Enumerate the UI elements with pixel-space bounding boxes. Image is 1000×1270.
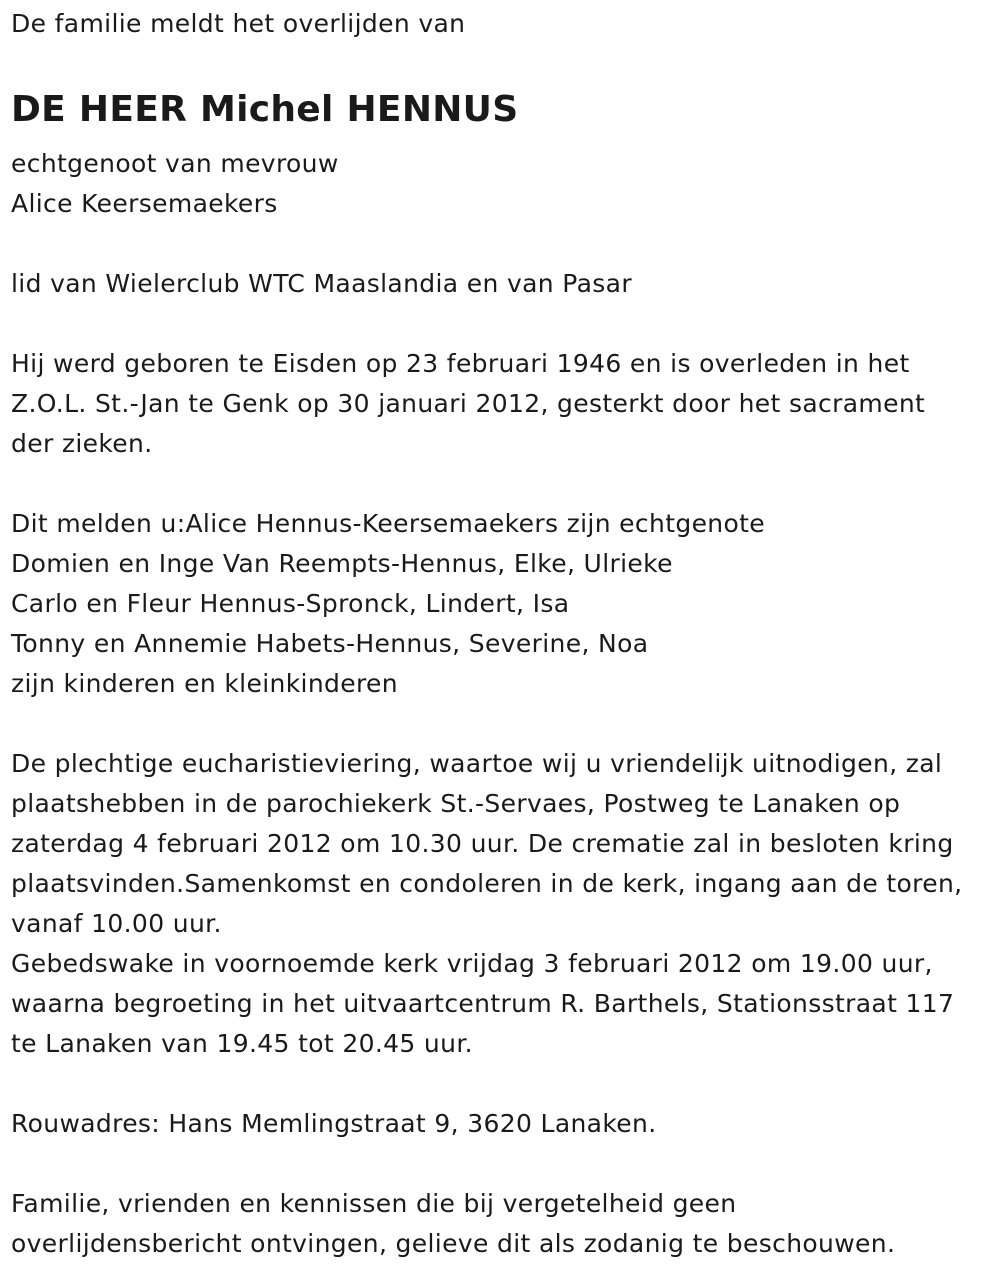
announcer-line-1: Dit melden u:Alice Hennus-Keersemaekers zijn echtgenote [11, 509, 766, 538]
closing-line-1: Familie, vrienden en kennissen die bij vergetelheid geen [11, 1189, 737, 1218]
spouse-line-1: echtgenoot van mevrouw [11, 149, 339, 178]
ceremony-line-6: Gebedswake in voornoemde kerk vrijdag 3 februari 2012 om 19.00 uur, [11, 949, 933, 978]
obituary-notice [11, 0, 996, 1264]
ceremony-line-3: zaterdag 4 februari 2012 om 10.30 uur. De crematie zal in besloten kring [11, 829, 954, 858]
ceremony-line-2: plaatshebben in de parochiekerk St.-Servaes, Postweg te Lanaken op [11, 789, 901, 818]
announcer-line-5: zijn kinderen en kleinkinderen [11, 669, 398, 698]
deceased-name: DE HEER Michel HENNUS [11, 89, 519, 130]
ceremony-line-8: te Lanaken van 19.45 tot 20.45 uur. [11, 1029, 473, 1058]
birth-death-line-1: Hij werd geboren te Eisden op 23 februari 1946 en is overleden in het [11, 349, 910, 378]
ceremony-line-7: waarna begroeting in het uitvaartcentrum R. Barthels, Stationsstraat 117 [11, 989, 955, 1018]
intro-text: De familie meldt het overlijden van [11, 9, 466, 38]
spacer [11, 704, 996, 744]
spouse-line-2: Alice Keersemaekers [11, 189, 278, 218]
ceremony-line-4: plaatsvinden.Samenkomst en condoleren in de kerk, ingang aan de toren, [11, 869, 963, 898]
announcer-line-4: Tonny en Annemie Habets-Hennus, Severine, Noa [11, 629, 649, 658]
membership-text: lid van Wielerclub WTC Maaslandia en van Pasar [11, 269, 632, 298]
spacer [11, 1064, 996, 1104]
spacer [11, 464, 996, 504]
spacer [11, 224, 996, 264]
mourning-address: Rouwadres: Hans Memlingstraat 9, 3620 Lanaken. [11, 1109, 657, 1138]
announcer-line-3: Carlo en Fleur Hennus-Spronck, Lindert, Isa [11, 589, 570, 618]
birth-death-line-2: Z.O.L. St.-Jan te Genk op 30 januari 2012, gesterkt door het sacrament [11, 389, 926, 418]
spacer [11, 1144, 996, 1184]
ceremony-line-1: De plechtige eucharistieviering, waartoe wij u vriendelijk uitnodigen, zal [11, 749, 943, 778]
birth-death-line-3: der zieken. [11, 429, 153, 458]
ceremony-line-5: vanaf 10.00 uur. [11, 909, 222, 938]
spacer [11, 304, 996, 344]
closing-line-2: overlijdensbericht ontvingen, gelieve dit als zodanig te beschouwen. [11, 1229, 896, 1258]
announcer-line-2: Domien en Inge Van Reempts-Hennus, Elke, Ulrieke [11, 549, 673, 578]
